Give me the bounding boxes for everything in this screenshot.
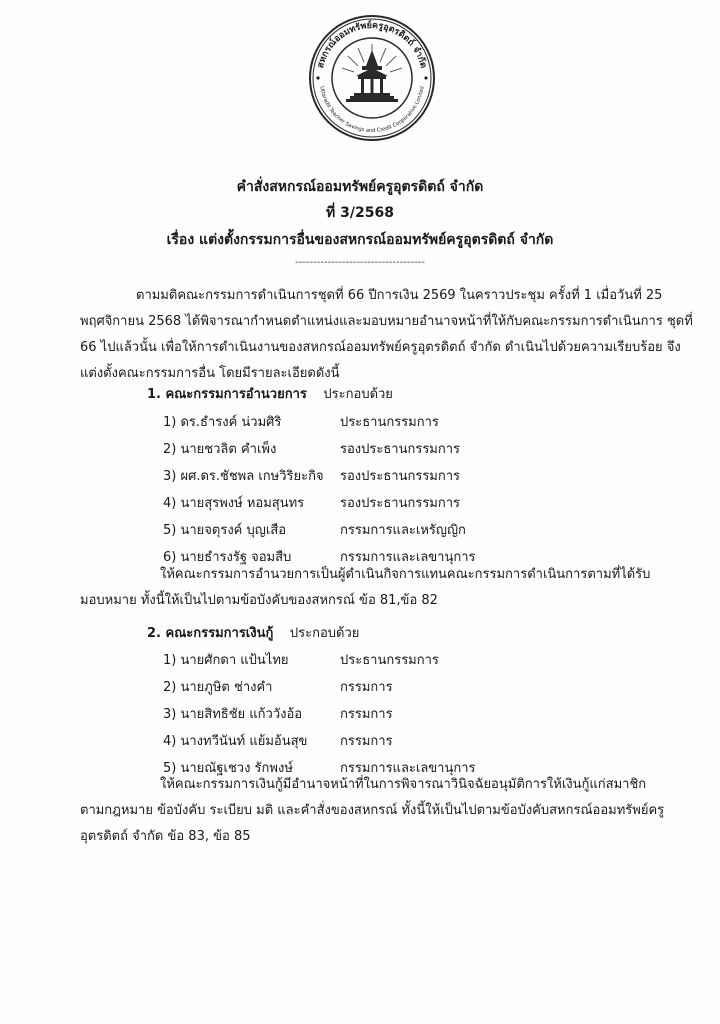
member-name: 3) ผศ.ดร.ชัชพล เกษวิริยะกิจ: [163, 469, 324, 484]
member-name: 3) นายสิทธิชัย แก้ววังอ้อ: [163, 707, 303, 722]
intro-paragraph: [80, 283, 693, 387]
member-role: กรรมการและเหรัญญิก: [340, 523, 466, 538]
header-divider: ------------------------------------: [295, 257, 425, 268]
duty-line: อุตรดิตถ์ จำกัด ข้อ 83, ข้อ 85: [80, 829, 251, 844]
seal-bottom-text: Uttaradit Teacher Savings and Credit Cooperative Limited: [318, 85, 426, 135]
order-title: คำสั่งสหกรณ์ออมทรัพย์ครูอุตรดิตถ์ จำกัด: [236, 179, 484, 195]
member-name: 5) นายณัฐเชวง รักพงษ์: [163, 761, 293, 776]
member-name: 6) นายธำรงรัฐ จอมสืบ: [163, 550, 292, 565]
member-role: กรรมการและเลขานุการ: [340, 761, 476, 776]
member-name: 4) นายสุรพงษ์ หอมสุนทร: [163, 496, 305, 511]
member-name: 1) นายศักดา แป้นไทย: [163, 653, 289, 668]
member-name: 1) ดร.ธำรงค์ น่วมศิริ: [163, 415, 282, 430]
member-name: 2) นายภูษิต ช่างคำ: [163, 680, 273, 695]
intro-line: แต่งตั้งคณะกรรมการอื่น โดยมีรายละเอียดดังนี้: [80, 366, 340, 381]
member-name: 2) นายชวลิต คำเพ็ง: [163, 442, 277, 457]
executive-committee-duty-paragraph: [80, 562, 662, 614]
section-heading: 2. คณะกรรมการเงินกู้: [147, 626, 274, 641]
member-role: ประธานกรรมการ: [340, 415, 439, 430]
intro-line: 66 ไปแล้วนั้น เพื่อให้การดำเนินงานของสหกรณ์ออมทรัพย์ครูอุตรดิตถ์ จำกัด ดำเนินไปด้วยความเรียบร้อย จึง: [80, 340, 681, 355]
seal-emblem-icon: [308, 14, 436, 142]
member-role: รองประธานกรรมการ: [340, 496, 461, 511]
order-subject: เรื่อง แต่งตั้งกรรมการอื่นของสหกรณ์ออมทรัพย์ครูอุตรดิตถ์ จำกัด: [166, 232, 554, 248]
cooperative-seal-logo: [308, 14, 436, 142]
intro-line: พฤศจิกายน 2568 ได้พิจารณากำหนดตำแหน่งและมอบหมายอำนาจหน้าที่ให้กับคณะกรรมการดำเนินการ ชุดที่: [80, 314, 693, 329]
member-role: กรรมการ: [340, 680, 393, 695]
duty-line: ให้คณะกรรมการเงินกู้มีอำนาจหน้าที่ในการพิจารณาวินิจฉัยอนุมัติการให้เงินกู้แก่สมาชิก: [160, 777, 647, 792]
intro-line: ตามมติคณะกรรมการดำเนินการชุดที่ 66 ปีการเงิน 2569 ในคราวประชุม ครั้งที่ 1 เมื่อวันที่ 25: [136, 288, 663, 303]
duty-line: ให้คณะกรรมการอำนวยการเป็นผู้ดำเนินกิจการแทนคณะกรรมการดำเนินการตามที่ได้รับ: [160, 567, 651, 582]
member-name: 5) นายจตุรงค์ บุญเสือ: [163, 523, 287, 538]
section-heading: 1. คณะกรรมการอำนวยการ: [147, 387, 307, 402]
member-role: กรรมการ: [340, 707, 393, 722]
member-role: รองประธานกรรมการ: [340, 469, 461, 484]
member-name: 4) นางทวีนันท์ แย้มอ้นสุข: [163, 734, 308, 749]
member-role: กรรมการ: [340, 734, 393, 749]
section-suffix: ประกอบด้วย: [289, 626, 360, 641]
section-title-loan-committee: [147, 624, 359, 644]
duty-line: มอบหมาย ทั้งนี้ให้เป็นไปตามข้อบังคับของสหกรณ์ ข้อ 81,ข้อ 82: [80, 593, 438, 608]
order-number: ที่ 3/2568: [326, 205, 394, 221]
seal-top-text: สหกรณ์ออมทรัพย์ครูอุตรดิตถ์ จำกัด: [316, 20, 428, 70]
section-suffix: ประกอบด้วย: [323, 387, 393, 402]
member-role: ประธานกรรมการ: [340, 653, 439, 668]
section-title-executive-committee: [147, 385, 393, 405]
member-role: รองประธานกรรมการ: [340, 442, 461, 457]
duty-line: ตามกฎหมาย ข้อบังคับ ระเบียบ มติ และคำสั่งของสหกรณ์ ทั้งนี้ให้เป็นไปตามข้อบังคับสหกรณ์ออมทรัพย์ครู: [80, 803, 665, 818]
loan-committee-duty-paragraph: [80, 772, 665, 850]
member-role: กรรมการและเลขานุการ: [340, 550, 476, 565]
